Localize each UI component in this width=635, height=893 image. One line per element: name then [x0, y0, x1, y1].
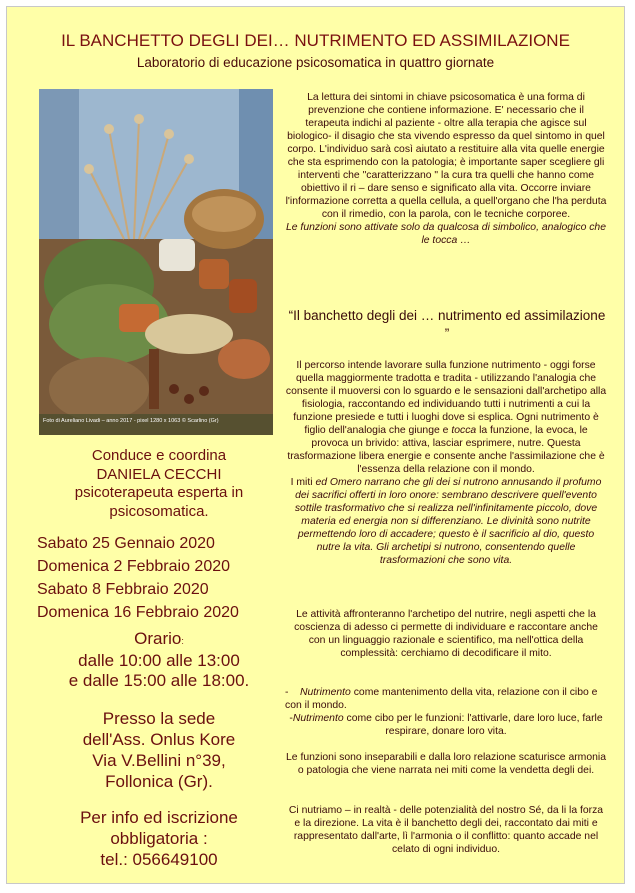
- percorso-p4: ed Omero narrano che gli dei si nutrono annusando il profumo dei sacrifici offerti in loro onore: sembrano descrivere quell'evento sottile trasformativo che si realizza nell'infinitamente piccolo, dove materia ed energia non si differenziano. Le divinità sono nutrite permettendo loro di accadere; questo è il sacrificio al dio, questo nutre la vita. Gli archetipi si nutrono, consentendo quelle trasformazioni che sono vita.: [294, 477, 602, 566]
- info-block: [41, 807, 277, 870]
- percorso-paragraph: [285, 359, 607, 567]
- orario-block: [41, 629, 277, 691]
- inseparabili-paragraph: Le funzioni sono inseparabili e dalla loro relazione scaturisce armonia o patologia che viene narrata nei miti come la vendetta degli dei.: [286, 752, 606, 776]
- venue-line: Presso la sede: [102, 709, 216, 728]
- venue-address: Via V.Bellini n°39,: [92, 751, 226, 770]
- nutriamo-paragraph: Ci nutriamo – in realtà - delle potenzialità del nostro Sé, da li la forza e la direzione. La vita è il banchetto degli dei, raccontato dai miti e rappresentato dall'arte, lì l'armonia o il conflitto: quanto accade nel celato di ogni individuo.: [288, 805, 604, 855]
- list-item-prefix: -: [289, 713, 293, 724]
- attivita-paragraph: Le attività affronteranno l'archetipo del nutrire, negli aspetti che la coscienza di adesso ci permette di individuare e raccontare anche con un linguaggio razionale e scientifico, ma nell'ottica della complessità: cerchiamo di decodificare il mito.: [294, 609, 598, 659]
- list-item-italic: Nutrimento: [300, 687, 351, 698]
- funzioni-list: [285, 686, 607, 738]
- date-item: Domenica 16 Febbraio 2020: [37, 604, 239, 621]
- list-item: [285, 686, 607, 712]
- photo-credit: Foto di Aureliano Livadi – anno 2017 - pixel 1280 x 1063 © Scarlino (Gr): [43, 418, 219, 424]
- list-item-prefix: -: [285, 687, 301, 698]
- percorso-tocca: tocca: [451, 425, 477, 436]
- info-line: Per info ed iscrizione: [80, 808, 238, 827]
- percorso-p3: I miti: [290, 477, 313, 488]
- flyer: [6, 6, 625, 884]
- orario-afternoon: e dalle 15:00 alle 18:00.: [68, 671, 250, 690]
- coordinator-block: [41, 447, 277, 521]
- orario-morning: dalle 10:00 alle 13:00: [78, 651, 240, 670]
- coordinator-line: Conduce e coordina: [91, 447, 227, 464]
- percorso-p2: la funzione, la evoca, le provoca un brivido: attiva, lasciar esprimere, nutre. Questa trasformazione libera energie e consente anche l'assimilazione che è l'essenza della relazione con il mondo.: [287, 425, 605, 475]
- info-phone: tel.: 056649100: [100, 850, 218, 869]
- coordinator-role: psicoterapeuta esperta in psicosomatica.: [74, 484, 244, 520]
- info-required: obbligatoria :: [110, 829, 208, 848]
- orario-colon: :: [181, 636, 184, 646]
- intro-text: La lettura dei sintomi in chiave psicosomatica è una forma di prevenzione che contiene informazione. E' necessario che il terapeuta indichi al paziente - oltre alla terapia che agisce sul biologico- il disagio che sta vivendo espresso da quel sintomo in quel corpo. L'individuo sarà così aiutato a restituire alla vita quelle energie che sta esprimendo con la patologia; è importante saper scegliere gli interventi che "caratterizzano " la cura tra quelli che hanno come obiettivo il ri – dare senso e significato alla vita. Occorre inviare l'informazione corretta a quella cellula, a quell'organo che l'ha perduta con il rimedio, con la parola, con le tecniche corporee.: [285, 92, 607, 220]
- date-item: Domenica 2 Febbraio 2020: [37, 558, 231, 575]
- page-title: IL BANCHETTO DEGLI DEI… NUTRIMENTO ED ASSIMILAZIONE: [61, 31, 570, 50]
- percorso-p1: Il percorso intende lavorare sulla funzione nutrimento - oggi forse quella maggiormente tradotta e tradita - utilizzando l'analogia che consente il muoversi con lo sguardo e le sensazioni dall'archetipo alla fisiologia, raccontando ed individuando tutti i nutrimenti a cui la funzione presiede e tutti i luoghi dove si esplica. Ogni nutrimento è figlio dell'analogia che giunge e: [285, 360, 607, 436]
- intro-paragraph: [285, 91, 607, 247]
- list-item: [285, 712, 607, 738]
- coordinator-name: DANIELA CECCHI: [96, 465, 222, 483]
- quote-title: “Il banchetto degli dei … nutrimento ed assimilazione ”: [288, 308, 606, 341]
- venue-name: dell'Ass. Onlus Kore: [82, 730, 236, 749]
- list-item-text: come mantenimento della vita, relazione con il cibo e con il mondo.: [285, 687, 598, 711]
- venue-city: Follonica (Gr).: [105, 772, 213, 791]
- page-subtitle: Laboratorio di educazione psicosomatica in quattro giornate: [136, 55, 495, 70]
- venue-block: [41, 708, 277, 792]
- list-item-italic: Nutrimento: [292, 713, 344, 724]
- date-item: Sabato 8 Febbraio 2020: [37, 581, 209, 598]
- intro-italic: Le funzioni sono attivate solo da qualcosa di simbolico, analogico che le tocca …: [285, 222, 606, 246]
- date-item: Sabato 25 Gennaio 2020: [37, 535, 215, 552]
- orario-label: Orario: [134, 629, 182, 648]
- herbs-photo: [39, 89, 273, 435]
- list-item-text: come cibo per le funzioni: l'attivarle, dare loro luce, farle respirare, donare loro vita.: [343, 713, 603, 737]
